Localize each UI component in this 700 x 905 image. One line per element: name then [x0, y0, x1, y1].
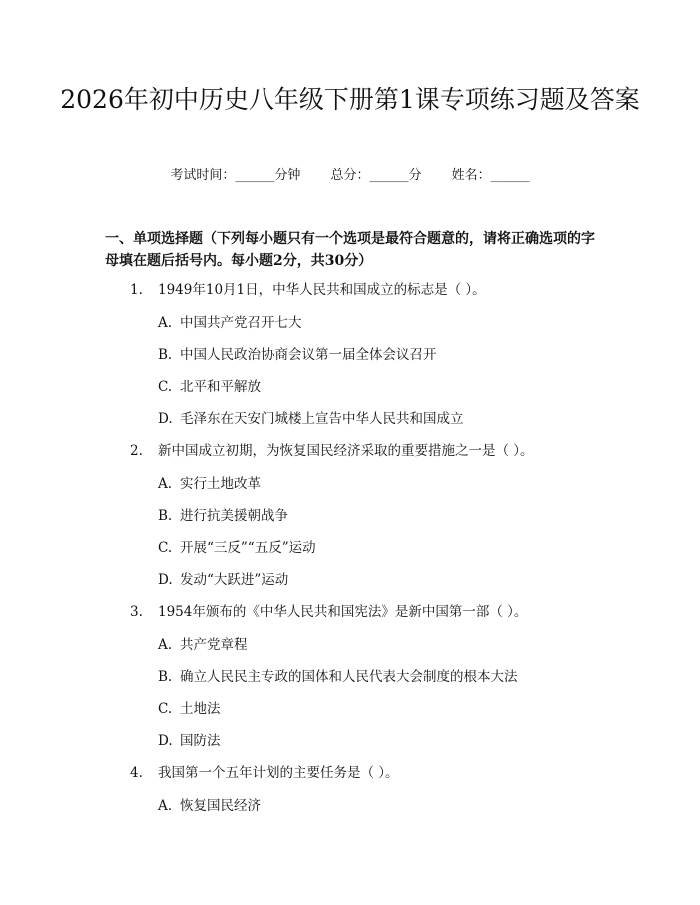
question-1-option-a — [158, 313, 598, 333]
question-2-option-b — [158, 506, 598, 526]
option-letter: B. — [158, 508, 173, 524]
question-number: 3. — [130, 604, 143, 620]
option-text: 北平和平解放 — [180, 379, 261, 395]
question-4-option-a — [158, 796, 598, 816]
question-1-option-c — [158, 377, 598, 397]
option-letter: D. — [158, 572, 173, 588]
question-1-option-d — [158, 409, 598, 429]
question-number: 4. — [130, 765, 143, 781]
option-letter: B. — [158, 347, 173, 363]
question-text: 我国第一个五年计划的主要任务是（ ）。 — [158, 765, 399, 781]
option-letter: A. — [158, 798, 173, 814]
question-number: 1. — [130, 282, 143, 298]
question-3-option-d — [158, 731, 598, 751]
option-text: 确立人民民主专政的国体和人民代表大会制度的根本大法 — [180, 669, 518, 685]
section-heading-single-choice: 一、单项选择题（下列每小题只有一个选项是最符合题意的，请将正确选项的字母填在题后括号内。每小题2分，共30分） — [105, 231, 595, 269]
exam-info-line — [0, 166, 700, 186]
option-letter: D. — [158, 411, 173, 427]
question-2-option-a — [158, 474, 598, 494]
option-letter: C. — [158, 701, 173, 717]
exam-time-field: 考试时间：______分钟 — [170, 168, 301, 183]
question-3-option-a — [158, 635, 598, 655]
option-letter: C. — [158, 379, 173, 395]
option-text: 实行土地改革 — [180, 476, 261, 492]
question-text: 1954年颁布的《中华人民共和国宪法》是新中国第一部（ ）。 — [158, 604, 528, 620]
total-score-field: 总分：______分 — [330, 168, 422, 183]
option-text: 中国共产党召开七大 — [180, 315, 302, 331]
option-text: 进行抗美援朝战争 — [180, 508, 288, 524]
option-letter: D. — [158, 733, 173, 749]
option-letter: A. — [158, 315, 173, 331]
student-name-field: 姓名：______ — [451, 168, 530, 183]
option-text: 土地法 — [180, 701, 221, 717]
question-2 — [130, 441, 600, 461]
option-text: 国防法 — [180, 733, 221, 749]
option-text: 发动“大跃进”运动 — [180, 572, 289, 588]
document-title: 2026年初中历史八年级下册第1课专项练习题及答案 — [60, 85, 640, 114]
question-1-option-b — [158, 345, 598, 365]
question-number: 2. — [130, 443, 143, 459]
option-letter: A. — [158, 637, 173, 653]
option-text: 中国人民政治协商会议第一届全体会议召开 — [180, 347, 437, 363]
option-letter: A. — [158, 476, 173, 492]
question-text: 新中国成立初期，为恢复国民经济采取的重要措施之一是（ ）。 — [158, 443, 534, 459]
option-text: 恢复国民经济 — [180, 798, 261, 814]
question-4 — [130, 763, 600, 783]
question-3 — [130, 602, 600, 622]
option-text: 开展“三反”“五反”运动 — [180, 540, 316, 556]
option-letter: C. — [158, 540, 173, 556]
question-text: 1949年10月1日，中华人民共和国成立的标志是（ ）。 — [158, 282, 486, 298]
question-2-option-d — [158, 570, 598, 590]
question-1 — [130, 280, 600, 300]
option-text: 共产党章程 — [180, 637, 248, 653]
question-3-option-b — [158, 667, 598, 687]
option-letter: B. — [158, 669, 173, 685]
question-3-option-c — [158, 699, 598, 719]
option-text: 毛泽东在天安门城楼上宣告中华人民共和国成立 — [180, 411, 464, 427]
question-2-option-c — [158, 538, 598, 558]
